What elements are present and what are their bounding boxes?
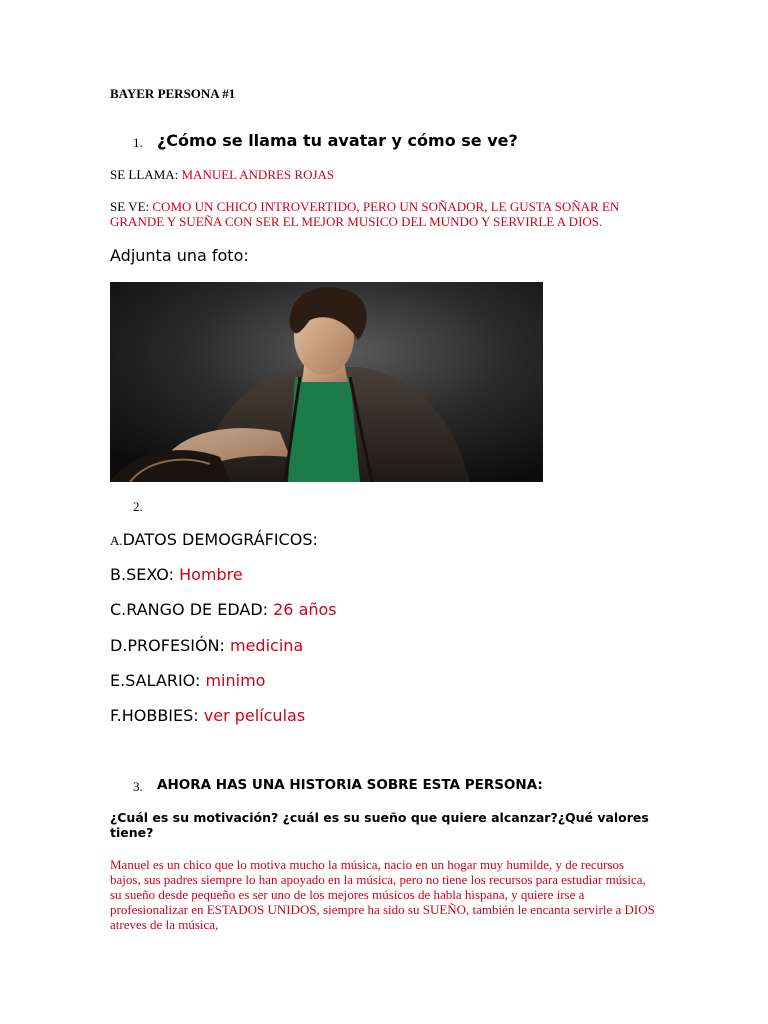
profession-label: D.PROFESIÓN: — [110, 636, 230, 655]
age-label: C.RANGO DE EDAD: — [110, 600, 274, 619]
attach-photo-label: Adjunta una foto: — [110, 246, 249, 265]
demographics-heading — [110, 530, 318, 549]
name-line — [110, 167, 334, 183]
hobbies-label: F.HOBBIES: — [110, 706, 204, 725]
profession-value: medicina — [230, 636, 304, 655]
hobbies-value: ver películas — [203, 706, 306, 725]
story-answer: Manuel es un chico que lo motiva mucho la música, nacio en un hogar muy humilde, y de recursos bajos, sus padres siempre lo han apoyado en la música, pero no tiene los recursos para estudiar música, su sueño desde pequeño es ser uno de los mejores músicos de habla hispana, y quiere irse a profesionalizar en ESTADOS UNIDOS, siempre ha sido su SUEÑO, también le encanta servirle a DIOS atreves de la música, — [110, 857, 655, 932]
appearance-label: SE VE: — [110, 199, 153, 214]
sex-value: Hombre — [179, 565, 243, 584]
question-3-number: 3. — [133, 779, 143, 794]
question-1-text: ¿Cómo se llama tu avatar y cómo se ve? — [157, 131, 518, 150]
question-3-text: AHORA HAS UNA HISTORIA SOBRE ESTA PERSONA: — [157, 777, 543, 793]
appearance-value: COMO UN CHICO INTROVERTIDO, PERO UN SOÑADOR, LE GUSTA SOÑAR EN GRANDE Y SUEÑA CON SER EL MEJOR MUSICO DEL MUNDO Y SERVIRLE A DIOS. — [110, 199, 620, 229]
question-3-subquestion: ¿Cuál es su motivación? ¿cuál es su sueño que quiere alcanzar?¿Qué valores tiene? — [110, 810, 649, 840]
avatar-photo — [110, 282, 543, 482]
sex-line — [110, 565, 243, 584]
question-1-number: 1. — [133, 135, 143, 150]
salary-value: minimo — [205, 671, 266, 690]
appearance-line — [110, 199, 670, 229]
name-label: SE LLAMA: — [110, 167, 182, 182]
hobbies-line — [110, 706, 305, 725]
age-line — [110, 600, 337, 619]
document-title: BAYER PERSONA #1 — [110, 86, 236, 101]
profession-line — [110, 636, 303, 655]
name-value: MANUEL ANDRES ROJAS — [181, 167, 335, 182]
sex-label: B.SEXO: — [110, 565, 180, 584]
guitarist-photo-illustration — [110, 282, 543, 482]
salary-line — [110, 671, 265, 690]
demographics-label: DATOS DEMOGRÁFICOS: — [122, 530, 318, 549]
age-value: 26 años — [273, 600, 337, 619]
question-2-number: 2. — [133, 499, 143, 514]
salary-label: E.SALARIO: — [110, 671, 206, 690]
demographics-letter: A. — [110, 533, 123, 548]
